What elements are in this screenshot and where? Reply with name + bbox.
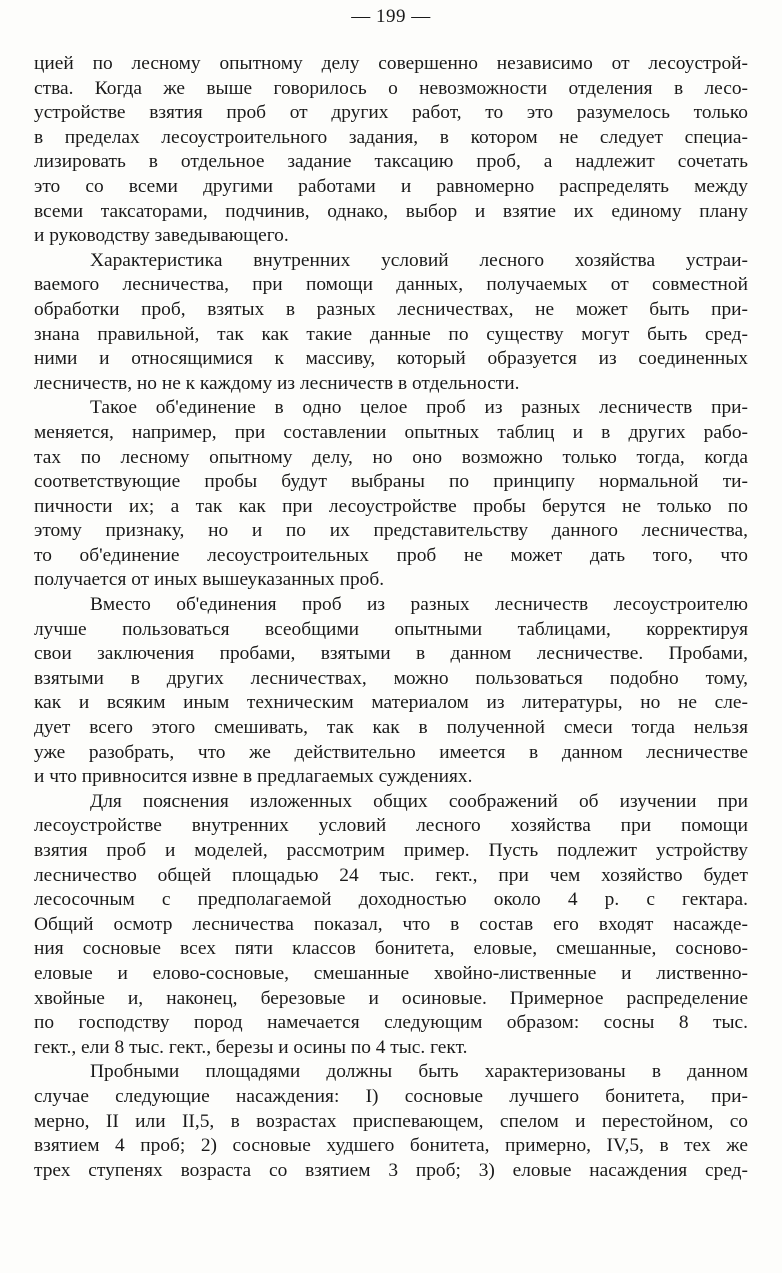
text-line: устройстве взятия проб от других работ, то это разумелось только (34, 102, 748, 124)
paragraph (34, 396, 748, 593)
text-line: обработки проб, взятых в разных лесничествах, не может быть при- (34, 298, 748, 320)
text-line: лесоустройстве внутренних условий лесного хозяйства при помощи (34, 815, 748, 837)
text-line: трех ступенях возраста со взятием 3 проб; 3) еловые насаждения сред- (34, 1159, 748, 1181)
text-line: хвойные и, наконец, березовые и осиновые. Примерное распределение (34, 987, 748, 1009)
text-line: соответствующие пробы будут выбраны по принципу нормальной ти- (34, 471, 748, 493)
text-line: взятыми в других лесничествах, можно пользоваться подобно тому, (34, 667, 748, 689)
text-line: то об'единение лесоустроительных проб не может дать того, что (34, 544, 748, 566)
text-line: дует всего этого смешивать, так как в полученной смеси тогда нельзя (34, 717, 748, 739)
text-line: ства. Когда же выше говорилось о невозможности отделения в лесо- (34, 77, 748, 99)
text-line: ними и относящимися к массиву, который образуется из соединенных (34, 348, 748, 370)
text-line: этому признаку, но и по их представительству данного лесничества, (34, 520, 748, 542)
text-body (34, 52, 748, 1183)
text-line: Пробными площадями должны быть характеризованы в данном (90, 1061, 748, 1083)
text-line: гект., ели 8 тыс. гект., березы и осины по 4 тыс. гект. (34, 1036, 468, 1058)
page-number: — 199 — (351, 6, 431, 27)
text-line: мерно, II или II,5, в возрастах приспевающем, спелом и перестойном, со (34, 1110, 748, 1132)
text-line: взятием 4 проб; 2) сосновые худшего бонитета, примерно, IV,5, в тех же (34, 1135, 748, 1157)
paragraph (34, 249, 748, 397)
text-line: получается от иных вышеуказанных проб. (34, 569, 385, 591)
text-line: знана правильной, так как такие данные по существу могут быть сред- (34, 323, 748, 345)
paragraph (34, 52, 748, 249)
text-line: меняется, например, при составлении опытных таблиц и в других рабо- (34, 421, 748, 443)
text-line: Для пояснения изложенных общих соображений об изучении при (90, 790, 748, 812)
text-line: тах по лесному опытному делу, но оно возможно только тогда, когда (34, 446, 748, 468)
text-line: цией по лесному опытному делу совершенно независимо от лесоустрой- (34, 53, 748, 74)
text-line: лесничество общей площадью 24 тыс. гект., при чем хозяйство будет (34, 864, 748, 886)
text-line: Общий осмотр лесничества показал, что в состав его входят насажде- (34, 913, 748, 935)
text-line: и руководству заведывающего. (34, 225, 289, 247)
text-line: лесосочным с предполагаемой доходностью около 4 р. с гектара. (34, 889, 748, 911)
text-line: Характеристика внутренних условий лесного хозяйства устраи- (90, 249, 748, 271)
text-line: и что привносится извне в предлагаемых суждениях. (34, 766, 473, 788)
text-line: свои заключения пробами, взятыми в данном лесничестве. Пробами, (34, 643, 748, 665)
text-line: ваемого лесничества, при помощи данных, получаемых от совместной (34, 274, 748, 296)
text-line: ния сосновые всех пяти классов бонитета, еловые, смешанные, сосново- (34, 938, 748, 960)
text-line: по господству пород намечается следующим образом: сосны 8 тыс. (34, 1012, 748, 1034)
text-line: Вместо об'единения проб из разных лесничеств лесоустроителю (90, 594, 748, 616)
text-line: Такое об'единение в одно целое проб из разных лесничеств при- (90, 397, 748, 419)
text-line: всеми таксаторами, подчинив, однако, выбор и взятие их единому плану (34, 200, 748, 222)
text-line: лесничеств, но не к каждому из лесничеств в отдельности. (34, 372, 520, 394)
text-line: лизировать в отдельное задание таксацию проб, а надлежит сочетать (34, 151, 748, 173)
text-line: случае следующие насаждения: I) сосновые лучшего бонитета, при- (34, 1085, 748, 1107)
paragraph (34, 593, 748, 790)
text-line: уже разобрать, что же действительно имеется в данном лесничестве (34, 741, 748, 763)
text-line: еловые и елово-сосновые, смешанные хвойно-лиственные и лиственно- (34, 962, 748, 984)
text-line: взятия проб и моделей, рассмотрим пример. Пусть подлежит устройству (34, 840, 748, 861)
paragraph (34, 1060, 748, 1183)
paragraph (34, 790, 748, 1061)
text-line: это со всеми другими работами и равномерно распределять между (34, 175, 748, 197)
text-line: пичности их; а так как при лесоустройстве пробы берутся не только по (34, 495, 748, 517)
text-line: в пределах лесоустроительного задания, в котором не следует специа- (34, 126, 748, 148)
text-line: лучше пользоваться всеобщими опытными таблицами, корректируя (34, 618, 748, 640)
text-line: как и всяким иным техническим материалом из литературы, но не сле- (34, 692, 748, 714)
